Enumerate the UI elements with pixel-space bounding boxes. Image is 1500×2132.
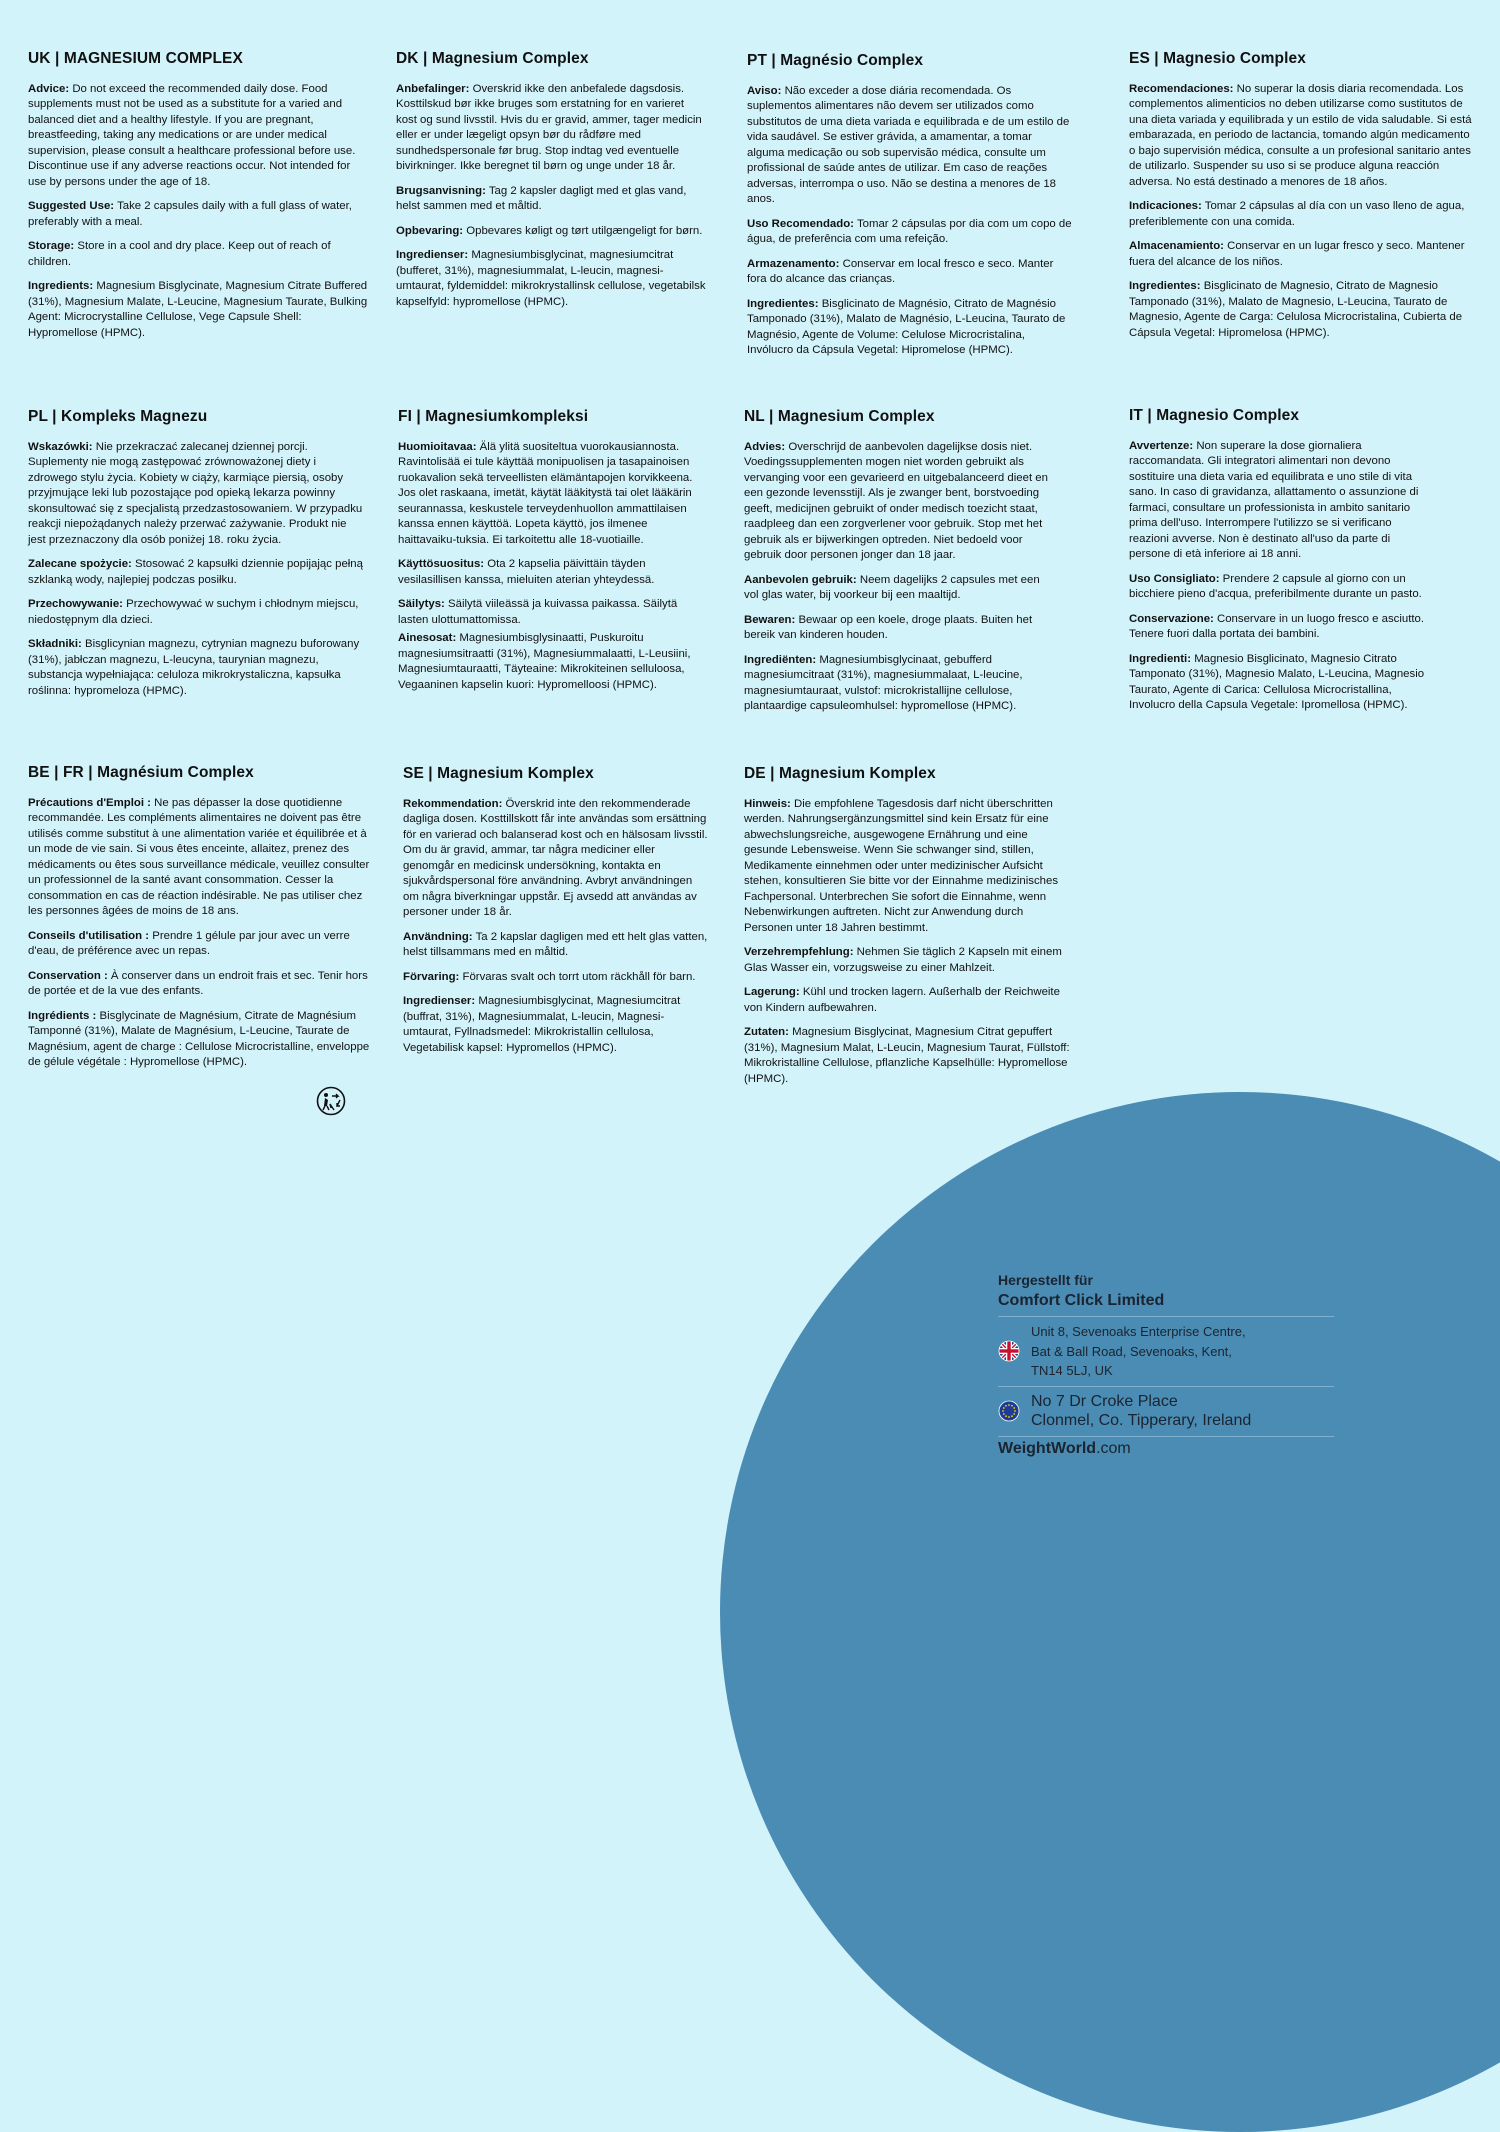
use-section — [744, 573, 1054, 604]
use-section — [398, 557, 703, 588]
use-label: Verzehrempfehlung: — [744, 946, 854, 958]
advice-label: Avvertenze: — [1129, 439, 1194, 452]
ingredients-text: Magnesium Bisglycinat, Magnesium Citrat gepuffert (31%), Magnesium Malat, L-Leucin, Magnesium Taurat, Füllstoff: Mikrokristalline Cellulose, pflanzliche Kapselhülle: Hypromellose (HPMC). — [744, 1026, 1070, 1085]
panel-it — [1129, 408, 1429, 723]
advice-section — [28, 796, 370, 920]
ingredients-text: Bisglicynian magnezu, cytrynian magnezu buforowany (31%), jabłczan magnezu, L-leucyna, taurynian magnezu, substancja wypełniająca: celuloza mikrokrystaliczna, kapsułka roślinna: hypromeloza (HPMC). — [28, 638, 360, 697]
manufacturer-block — [998, 1272, 1334, 1458]
use-section — [1129, 572, 1429, 603]
use-text: Stosować 2 kapsułki dziennie popijając pełną szklanką wody, najlepiej podczas posiłku. — [28, 558, 363, 586]
use-section — [396, 184, 706, 215]
advice-label: Huomioitavaa: — [398, 440, 477, 453]
storage-text: Kühl und trocken lagern. Außerhalb der Reichweite von Kindern aufbewahren. — [744, 986, 1060, 1014]
brand-website — [998, 1436, 1334, 1458]
ie-address — [1031, 1392, 1251, 1431]
storage-text: Conservar en un lugar fresco y seco. Mantener fuera del alcance de los niños. — [1129, 240, 1465, 268]
advice-section — [744, 440, 1054, 564]
panel-title: DK | Magnesium Complex — [396, 50, 589, 67]
storage-section — [1129, 612, 1429, 643]
use-label: Användning: — [403, 930, 473, 943]
storage-label: Förvaring: — [403, 970, 460, 983]
panel-be-fr — [28, 765, 370, 1080]
advice-label: Advies: — [744, 440, 786, 453]
storage-label: Conservazione: — [1129, 612, 1214, 625]
advice-section — [28, 440, 363, 549]
use-text: Neem dagelijks 2 capsules met een vol glas water, bij voorkeur bij een maaltijd. — [744, 573, 1040, 601]
panel-title: DE | Magnesium Komplex — [744, 765, 936, 782]
use-section — [28, 929, 370, 960]
use-section — [747, 217, 1072, 248]
advice-text: Do not exceed the recommended daily dose. Food supplements must not be used as a substitute for a varied and balanced diet and a healthy lifestyle. If you are pregnant, breastfeeding, taking any medications or are under medical supervision, please consult a healthcare professional before use. Discontinue use if any adverse reactions occur. Not intended for use by persons under the age of 18. — [28, 82, 356, 188]
brand-domain: .com — [1096, 1439, 1131, 1457]
panel-title: FI | Magnesiumkompleksi — [398, 408, 589, 425]
advice-section — [398, 440, 703, 549]
advice-text: Non superare la dose giornaliera raccomandata. Gli integratori alimentari non devono sostituire una dieta varia ed equilibrata e uno stile di vita sano. In caso di gravidanza, allattamento o assunzione di farmaci, consultare un professionista in ambito sanitario prima dell'uso. Interrompere l'utilizzo se si verificano reazioni avverse. Non è destinato all'uso da parte di persone di età inferiore ai 18 anni. — [1129, 439, 1419, 560]
ingredients-label: Ingredientes: — [1129, 280, 1201, 292]
uk-flag-icon — [998, 1340, 1020, 1362]
advice-section — [28, 82, 368, 191]
advice-label: Rekommendation: — [403, 797, 503, 810]
panel-nl — [744, 409, 1054, 724]
storage-text: Säilytä viileässä ja kuivassa paikassa. Säilytä lasten ulottumattomissa. — [398, 598, 678, 626]
advice-text: No superar la dosis diaria recomendada. Los complementos alimenticios no deben utilizarse como sustitutos de una dieta variada y equilibrada y un estilo de vida saludable. Si está embarazada, en periodo de lactancia, tomando algún medicamento o bajo supervisión médica, consulte a un profesional sanitario antes de utilizarlo. Suspender su uso si se produce alguna reacción adversa. No está destinado a menores de 18 años. — [1129, 82, 1472, 188]
use-text: Tag 2 kapsler dagligt med et glas vand, helst sammen med et måltid. — [396, 184, 687, 212]
ingredients-label: Ingredients: — [28, 280, 94, 292]
ingredients-text: Magnesiumbisglycinat, Magnesiumcitrat (buffrat, 31%), Magnesiummalat, L-leucin, Magnesi-umtaurat, Fyllnadsmedel: Mikrokristallin cellulosa, Vegetabilisk kapsel: Hypromellos (HPMC). — [403, 995, 681, 1054]
ingredients-section — [1129, 652, 1429, 714]
ingredients-label: Ingrédients : — [28, 1009, 97, 1022]
ingredients-text: Magnesiumbisglysinaatti, Puskuroitu magnesiumsitraatti (31%), Magnesiummalaatti, L-Leusiini, Magnesiumtauraatti, Täyteaine: Mikrokiteinen selluloosa, Vegaaninen kapselin kuori: Hypromelloosi (HPMC). — [398, 632, 691, 691]
ingredients-text: Magnesiumbisglycinaat, gebufferd magnesiumcitraat (31%), magnesiummalaat, L-leucine, magnesiumtauraat, vulstof: microkristallijne cellulose, plantaardige capsuleomhulsel: hypromellose (HPMC). — [744, 653, 1023, 712]
panel-se — [403, 766, 708, 1065]
use-label: Uso Recomendado: — [747, 217, 854, 230]
ingredients-section — [403, 994, 708, 1056]
use-section — [28, 199, 368, 230]
panel-title: ES | Magnesio Complex — [1129, 50, 1306, 67]
advice-text: Die empfohlene Tagesdosis darf nicht überschritten werden. Nahrungsergänzungsmittel sind kein Ersatz für eine abwechslungsreiche, ausgewogene Ernährung und eine gesunde Lebensweise. Wenn Sie schwanger sind, stillen, Medikamente einnehmen oder unter medizinischer Aufsicht stehen, konsultieren Sie bitte vor der Einnahme medizinisches Fachpersonal. Unterbrechen Sie sofort die Einnahme, wenn Nebenwirkungen auftreten. Nicht zur Anwendung durch Personen unter 18 Jahren bestimmt. — [744, 797, 1059, 934]
storage-section — [1129, 239, 1477, 270]
use-text: Tomar 2 cápsulas al día con un vaso lleno de agua, preferiblemente con una comida. — [1129, 200, 1465, 228]
storage-section — [398, 597, 703, 628]
use-label: Käyttösuositus: — [398, 558, 485, 570]
advice-section — [1129, 439, 1429, 563]
advice-label: Hinweis: — [744, 797, 791, 810]
ingredients-label: Ainesosat: — [398, 632, 457, 644]
storage-section — [28, 969, 370, 1000]
ingredients-label: Ingredienti: — [1129, 652, 1192, 665]
ingredients-text: Magnesium Bisglycinate, Magnesium Citrate Buffered (31%), Magnesium Malate, L-Leucine, Magnesium Taurate, Bulking Agent: Microcrystalline Cellulose, Vege Capsule Shell: Hypromellose (HPMC). — [28, 280, 368, 339]
advice-label: Anbefalinger: — [396, 82, 470, 95]
brand-name: WeightWorld — [998, 1439, 1097, 1457]
storage-label: Conservation : — [28, 969, 108, 982]
uk-address-line: TN14 5LJ, UK — [1031, 1363, 1113, 1378]
ingredients-text: Magnesio Bisglicinato, Magnesio Citrato Tamponato (31%), Magnesio Malato, L-Leucina, Magnesio Taurato, Agente di Carica: Cellulosa Microcristallina, Involucro della Capsula Vegetale: Ipromellosa (HPMC). — [1129, 652, 1425, 711]
storage-label: Przechowywanie: — [28, 598, 123, 610]
advice-section — [396, 82, 706, 175]
storage-section — [747, 257, 1072, 288]
panel-fi — [398, 409, 703, 702]
storage-text: Opbevares køligt og tørt utilgængeligt for børn. — [466, 224, 703, 237]
storage-text: Przechowywać w suchym i chłodnym miejscu, niedostępnym dla dzieci. — [28, 598, 359, 626]
advice-text: Não exceder a dose diária recomendada. Os suplementos alimentares não devem ser utilizados como substitutos de uma dieta variada e equilibrada e de um estilo de vida saudável. Se estiver grávida, a amamentar, a tomar alguma medicação ou sob supervisão médica, consulte um profissional de saúde antes de utilizar. Em caso de reações adversas, interrompa o uso. Não se destina a menores de 18 anos. — [747, 84, 1070, 205]
storage-label: Storage: — [28, 240, 75, 252]
storage-label: Armazenamento: — [747, 257, 840, 270]
ingredients-label: Ingrediënten: — [744, 653, 817, 666]
use-section — [744, 945, 1074, 976]
use-text: Tomar 2 cápsulas por dia com um copo de água, de preferência com uma refeição. — [747, 217, 1072, 245]
storage-label: Bewaren: — [744, 613, 796, 626]
storage-text: À conserver dans un endroit frais et sec. Tenir hors de portée et de la vue des enfants. — [28, 969, 368, 997]
ingredients-text: Bisglicinato de Magnesio, Citrato de Magnesio Tamponado (31%), Malato de Magnesio, L-Leucina, Taurato de Magnesio, Agente de Carga: Celulosa Microcristalina, Cubierta de Cápsula Vegetal: Hipromelosa (HPMC). — [1129, 280, 1463, 339]
ingredients-section — [398, 631, 703, 693]
ingredients-section — [28, 1009, 370, 1071]
storage-text: Bewaar op een koele, droge plaats. Buiten het bereik van kinderen houden. — [744, 613, 1033, 641]
advice-section — [403, 797, 708, 921]
ingredients-label: Ingredientes: — [747, 297, 819, 310]
made-for-label: Hergestellt für — [998, 1272, 1093, 1288]
storage-label: Säilytys: — [398, 598, 445, 610]
advice-text: Nie przekraczać zalecanej dziennej porcji. Suplementy nie mogą zastępować zrównoważonej diety i zdrowego stylu życia. Kobiety w ciąży, karmiące piersią, osoby przyjmujące leki lub pozostające pod opieką lekarza powinny skonsultować się z specjalistą przedzastosowaniem. W przypadku reakcji niepożądanych należy przerwać zażywanie. Produkt nie jest przeznaczony dla osób poniżej 18. roku życia. — [28, 440, 363, 546]
use-text: Take 2 capsules daily with a full glass of water, preferably with a meal. — [28, 200, 352, 228]
use-label: Indicaciones: — [1129, 200, 1202, 212]
storage-text: Conservare in un luogo fresco e asciutto. Tenere fuori dalla portata dei bambini. — [1129, 612, 1425, 640]
panel-pl — [28, 409, 363, 708]
uk-address-line: Unit 8, Sevenoaks Enterprise Centre, — [1031, 1324, 1246, 1339]
ie-address-row — [998, 1386, 1334, 1436]
panel-de — [744, 766, 1074, 1096]
use-section — [28, 557, 363, 588]
storage-label: Lagerung: — [744, 986, 800, 998]
use-label: Brugsanvisning: — [396, 184, 486, 197]
advice-section — [1129, 82, 1477, 191]
panel-pt — [747, 53, 1072, 368]
storage-section — [744, 613, 1054, 644]
advice-label: Précautions d'Emploi : — [28, 796, 151, 809]
company-name: Comfort Click Limited — [998, 1292, 1165, 1309]
ie-address-line: Clonmel, Co. Tipperary, Ireland — [1031, 1412, 1252, 1429]
storage-section — [28, 597, 363, 628]
uk-address — [1031, 1322, 1246, 1381]
advice-text: Ne pas dépasser la dose quotidienne recommandée. Les compléments alimentaires ne doivent pas être utilisés comme substitut à une alimentation variée et équilibrée et à un mode de vie sain. Si vous êtes enceinte, allaitez, prenez des médicaments ou êtes sous surveillance médicale, veuillez consulter un professionnel de la santé avant consommation. Cesser la consommation en cas de réaction indésirable. Ne pas utiliser chez les personnes âgées de moins de 18 ans. — [28, 796, 370, 917]
advice-text: Älä ylitä suositeltua vuorokausiannosta. Ravintolisää ei tule käyttää monipuolisen ja tasapainoisen ruokavalion sekä terveellisten elämäntapojen korvikkeena. Jos olet raskaana, imetät, käytät lääkitystä tai olet lääkärin seurannassa, keskustele terveydenhuollon ammattilaisen kanssa ennen käyttöä. Lopeta käyttö, jos ilmenee haittavaiku-tuksia. Ei tarkoitettu alle 18-vuotiaille. — [398, 440, 693, 546]
ingredients-text: Bisglycinate de Magnésium, Citrate de Magnésium Tamponné (31%), Malate de Magnésium, L-Leucine, Taurate de Magnésium, agent de charge : Cellulose Microcristalline, enveloppe de gélule végétale : Hypromellose (HPMC). — [28, 1009, 370, 1068]
advice-section — [747, 84, 1072, 208]
uk-address-row — [998, 1316, 1334, 1386]
storage-section — [403, 970, 708, 986]
use-section — [403, 930, 708, 961]
ingredients-text: Magnesiumbisglycinat, magnesiumcitrat (bufferet, 31%), magnesiummalat, L-leucin, magnesi-umtaurat, fyldemiddel: mikrokrystallinsk cellulose, vegetabilsk kapselfyld: hypromellose (HPMC). — [396, 249, 706, 308]
advice-text: Overschrijd de aanbevolen dagelijkse dosis niet. Voedingssupplementen mogen niet worden gebruikt als vervanging voor een gevarieerd en uitgebalanceerd dieet en een gezonde levensstijl. Als je zwanger bent, borstvoeding geeft, medicijnen gebruikt of onder medisch toezicht staat, raadpleeg dan een zorgverlener voor gebruik. Stop met het gebruik als er bijwerkingen optreden. Niet bedoeld voor gebruik door personen jonger dan 18 jaar. — [744, 440, 1048, 561]
advice-section — [744, 797, 1074, 937]
ingredients-section — [28, 279, 368, 341]
ingredients-label: Zutaten: — [744, 1026, 789, 1038]
storage-text: Förvaras svalt och torrt utom räckhåll för barn. — [462, 970, 696, 983]
use-label: Conseils d'utilisation : — [28, 929, 150, 942]
use-label: Aanbevolen gebruik: — [744, 573, 857, 586]
panel-title: PL | Kompleks Magnezu — [28, 408, 208, 425]
panel-es — [1129, 51, 1477, 350]
ingredients-section — [1129, 279, 1477, 341]
use-text: Nehmen Sie täglich 2 Kapseln mit einem Glas Wasser ein, vorzugsweise zu einer Mahlzeit. — [744, 946, 1062, 974]
decorative-circle — [720, 1092, 1500, 2132]
use-label: Uso Consigliato: — [1129, 572, 1220, 585]
use-text: Ota 2 kapselia päivittäin täyden vesilasillisen kanssa, mieluiten aterian yhteydessä. — [398, 558, 655, 586]
ingredients-label: Ingredienser: — [396, 249, 469, 261]
panel-title: PT | Magnésio Complex — [747, 52, 924, 69]
storage-section — [396, 224, 706, 240]
advice-text: Överskrid inte den rekommenderade dagliga dosen. Kosttillskott får inte användas som ersättning för en varierad och balanserad kost och en hälsosam livsstil. Om du är gravid, ammar, tar några mediciner eller genomgår en medicinsk undersökning, kontakta en sjukvårdspersonal före användning. Avbryt användningen om några biverkningar uppstår. Ej avsedd att användas av personer under 18 år. — [403, 797, 708, 918]
ingredients-label: Składniki: — [28, 638, 82, 650]
uk-address-line: Bat & Ball Road, Sevenoaks, Kent, — [1031, 1343, 1232, 1359]
panel-dk — [396, 51, 706, 319]
panel-title: UK | MAGNESIUM COMPLEX — [28, 50, 243, 67]
use-text: Prendere 2 capsule al giorno con un bicchiere pieno d'acqua, preferibilmente durante un pasto. — [1129, 572, 1422, 600]
recycle-triman-icon — [316, 1086, 346, 1116]
eu-flag-icon — [998, 1400, 1020, 1422]
storage-section — [744, 985, 1074, 1016]
ingredients-section — [744, 1025, 1074, 1087]
advice-text: Overskrid ikke den anbefalede dagsdosis. Kosttilskud bør ikke bruges som erstatning for en varieret kost og sund livsstil. Hvis du er gravid, ammer, tager medicin eller er under lægeligt opsyn bør du rådføre med sundhedspersonale før brug. Stop indtag ved eventuelle bivirkninger. Ikke beregnet til børn og unge under 18 år. — [396, 82, 702, 172]
use-label: Zalecane spożycie: — [28, 558, 132, 570]
advice-label: Advice: — [28, 82, 70, 95]
ingredients-section — [744, 653, 1054, 715]
panel-title: SE | Magnesium Komplex — [403, 765, 594, 782]
storage-section — [28, 239, 368, 270]
use-text: Ta 2 kapslar dagligen med ett helt glas vatten, helst tillsammans med en måltid. — [403, 930, 708, 958]
ingredients-label: Ingredienser: — [403, 995, 476, 1007]
panel-uk — [28, 51, 368, 350]
ingredients-section — [28, 637, 363, 699]
use-text: Prendre 1 gélule par jour avec un verre d'eau, de préférence avec un repas. — [28, 929, 350, 957]
ingredients-section — [396, 248, 706, 310]
ingredients-text: Bisglicinato de Magnésio, Citrato de Magnésio Tamponado (31%), Malato de Magnésio, L-Leucina, Taurato de Magnésio, Agente de Volume: Celulose Microcristalina, Invólucro da Cápsula Vegetal: Hipromelose (HPMC). — [747, 297, 1066, 356]
advice-label: Wskazówki: — [28, 440, 93, 453]
storage-label: Opbevaring: — [396, 224, 464, 237]
advice-label: Aviso: — [747, 84, 782, 97]
advice-label: Recomendaciones: — [1129, 82, 1234, 95]
panel-title: BE | FR | Magnésium Complex — [28, 764, 254, 781]
panel-title: IT | Magnesio Complex — [1129, 407, 1300, 424]
storage-text: Store in a cool and dry place. Keep out of reach of children. — [28, 240, 331, 268]
ie-address-line: No 7 Dr Croke Place — [1031, 1392, 1178, 1410]
storage-label: Almacenamiento: — [1129, 240, 1224, 252]
ingredients-section — [747, 297, 1072, 359]
use-label: Suggested Use: — [28, 200, 115, 212]
storage-text: Conservar em local fresco e seco. Manter fora do alcance das crianças. — [747, 257, 1054, 285]
use-section — [1129, 199, 1477, 230]
panel-title: NL | Magnesium Complex — [744, 408, 935, 425]
